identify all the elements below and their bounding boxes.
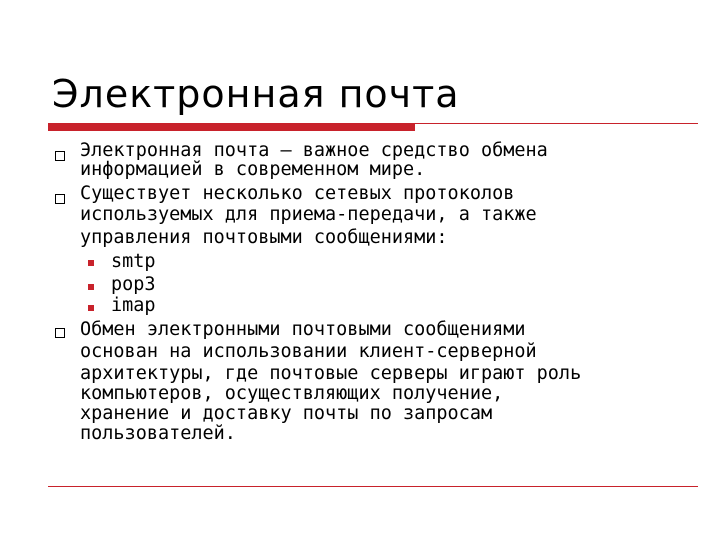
bullet-3-line-3: архитектуры, где почтовые серверы играют роль [80, 363, 582, 384]
filled-square-bullet-icon [88, 284, 94, 290]
bullet-1-line-1: Электронная почта – важное средство обмена [80, 140, 548, 161]
bullet-2-line-2: используемых для приема-передачи, а также [80, 204, 537, 225]
bullet-3-line-5: хранение и доставку почты по запросам [80, 403, 493, 424]
slide-title: Электронная почта [52, 72, 460, 116]
filled-square-bullet-icon [88, 305, 94, 311]
bullet-3-line-6: пользователей. [80, 423, 236, 444]
bullet-2-line-1: Существует несколько сетевых протоколов [80, 183, 515, 204]
sub-bullet-pop3: pop3 [111, 274, 156, 295]
hollow-square-bullet-icon [55, 328, 65, 338]
sub-bullet-imap: imap [111, 295, 156, 316]
title-accent-bar [48, 123, 415, 131]
bullet-3-line-4: компьютеров, осуществляющих получение, [80, 383, 504, 404]
hollow-square-bullet-icon [55, 194, 65, 204]
bullet-2-line-3: управления почтовыми сообщениями: [80, 227, 448, 248]
bullet-1-line-2: информацией в современном мире. [80, 159, 426, 180]
sub-bullet-smtp: smtp [111, 251, 156, 272]
footer-divider-line [48, 486, 698, 487]
hollow-square-bullet-icon [55, 151, 65, 161]
filled-square-bullet-icon [88, 260, 94, 266]
bullet-3-line-2: основан на использовании клиент-серверной [80, 341, 537, 362]
bullet-3-line-1: Обмен электронными почтовыми сообщениями [80, 319, 526, 340]
